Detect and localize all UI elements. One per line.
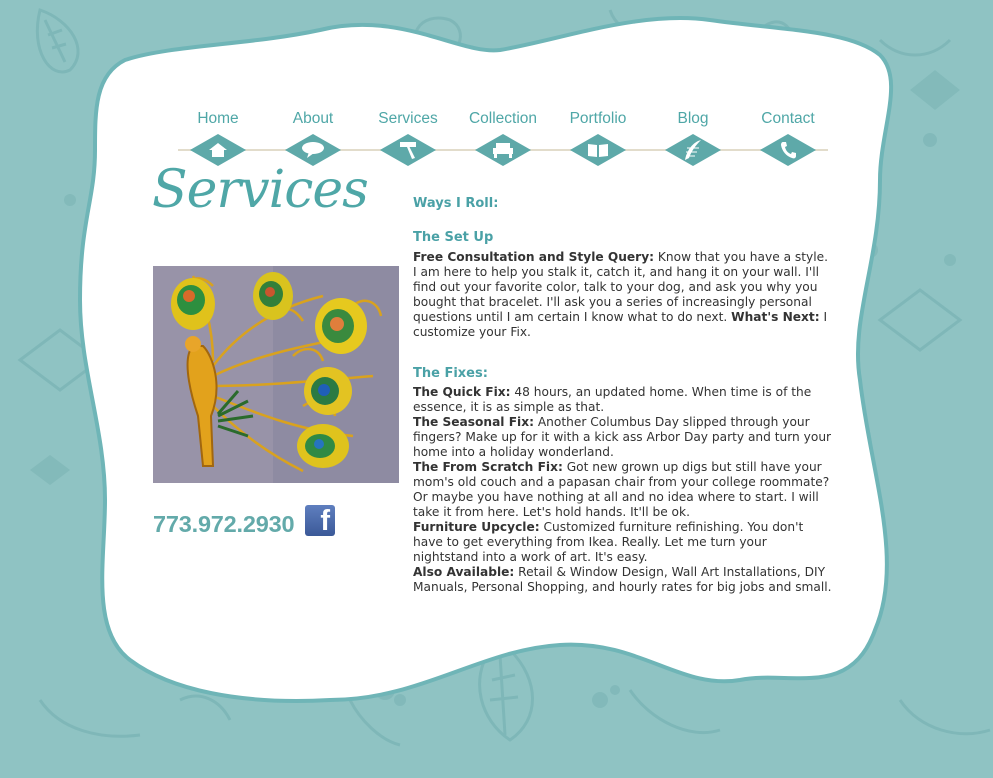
quick-fix-text: 48 hours, an updated home. When time is of the essence, it is as simple as that. <box>413 385 812 414</box>
consultation-label: Free Consultation and Style Query: <box>413 250 655 264</box>
page-title: Services <box>152 160 368 220</box>
also-available-text: Retail & Window Design, Wall Art Installations, DIY Manuals, Personal Shopping, and hourly rates for big jobs and small. <box>413 565 832 594</box>
whats-next-label: What's Next: <box>731 310 820 324</box>
peacock-sculpture-image <box>153 266 399 483</box>
phone-icon <box>760 134 816 166</box>
also-available-label: Also Available: <box>413 565 515 579</box>
quill-icon <box>665 134 721 166</box>
upcycle-label: Furniture Upcycle: <box>413 520 540 534</box>
nav-label: Contact <box>761 110 815 127</box>
nav-item-collection[interactable] <box>455 108 551 168</box>
nav-label: Collection <box>468 110 538 127</box>
seasonal-fix-label: The Seasonal Fix: <box>413 415 534 429</box>
consultation-paragraph <box>413 250 833 340</box>
consultation-text: Know that you have a style. I am here to help you stalk it, catch it, and hang it on your wall. I'll find out your favorite color, talk to your dog, and ask you why you bought that bracelet. I'll ask you a series of increasingly personal questions until I am certain I know what to do next. <box>413 250 829 324</box>
nav-item-contact[interactable] <box>740 108 836 168</box>
scratch-fix-paragraph <box>413 460 833 520</box>
nav-label: Home <box>197 110 239 127</box>
nav-label: Services <box>378 110 438 127</box>
main-navigation <box>170 108 830 168</box>
hammer-icon <box>380 134 436 166</box>
seasonal-fix-text: Another Columbus Day slipped through your fingers? Make up for it with a kick ass Arbor Day party and turn your home into a holiday wonderland. <box>413 415 832 459</box>
facebook-icon[interactable]: f <box>305 505 335 536</box>
quick-fix-label: The Quick Fix: <box>413 385 511 399</box>
nav-item-services[interactable] <box>360 108 456 168</box>
nav-item-blog[interactable] <box>645 108 741 168</box>
scratch-fix-text: Got new grown up digs but still have your mom's old couch and a papasan chair from your college roommate? Or maybe you have nothing at all and no idea where to start. I will take it from here. Let's hold hands. It'll be ok. <box>413 460 830 519</box>
ways-heading: Ways I Roll: <box>413 196 499 211</box>
also-available-paragraph <box>413 565 833 595</box>
upcycle-paragraph <box>413 520 833 565</box>
nav-item-about[interactable] <box>265 108 361 168</box>
armchair-icon <box>475 134 531 166</box>
phone-number: 773.972.2930 <box>153 511 295 537</box>
nav-label: About <box>292 110 334 127</box>
quick-fix-paragraph <box>413 385 833 415</box>
seasonal-fix-paragraph <box>413 415 833 460</box>
nav-label: Portfolio <box>569 110 627 127</box>
nav-item-portfolio[interactable] <box>550 108 646 168</box>
setup-heading: The Set Up <box>413 230 494 245</box>
fixes-heading: The Fixes: <box>413 366 488 381</box>
upcycle-text: Customized furniture refinishing. You don't have to get everything from Ikea. Really. Let me turn your nightstand into a work of art. It's easy. <box>413 520 804 564</box>
nav-label: Blog <box>677 110 709 127</box>
services-content <box>413 196 833 595</box>
nav-item-home[interactable] <box>170 108 266 168</box>
whats-next-text: I customize your Fix. <box>413 310 828 339</box>
scratch-fix-label: The From Scratch Fix: <box>413 460 563 474</box>
open-book-icon <box>570 134 626 166</box>
